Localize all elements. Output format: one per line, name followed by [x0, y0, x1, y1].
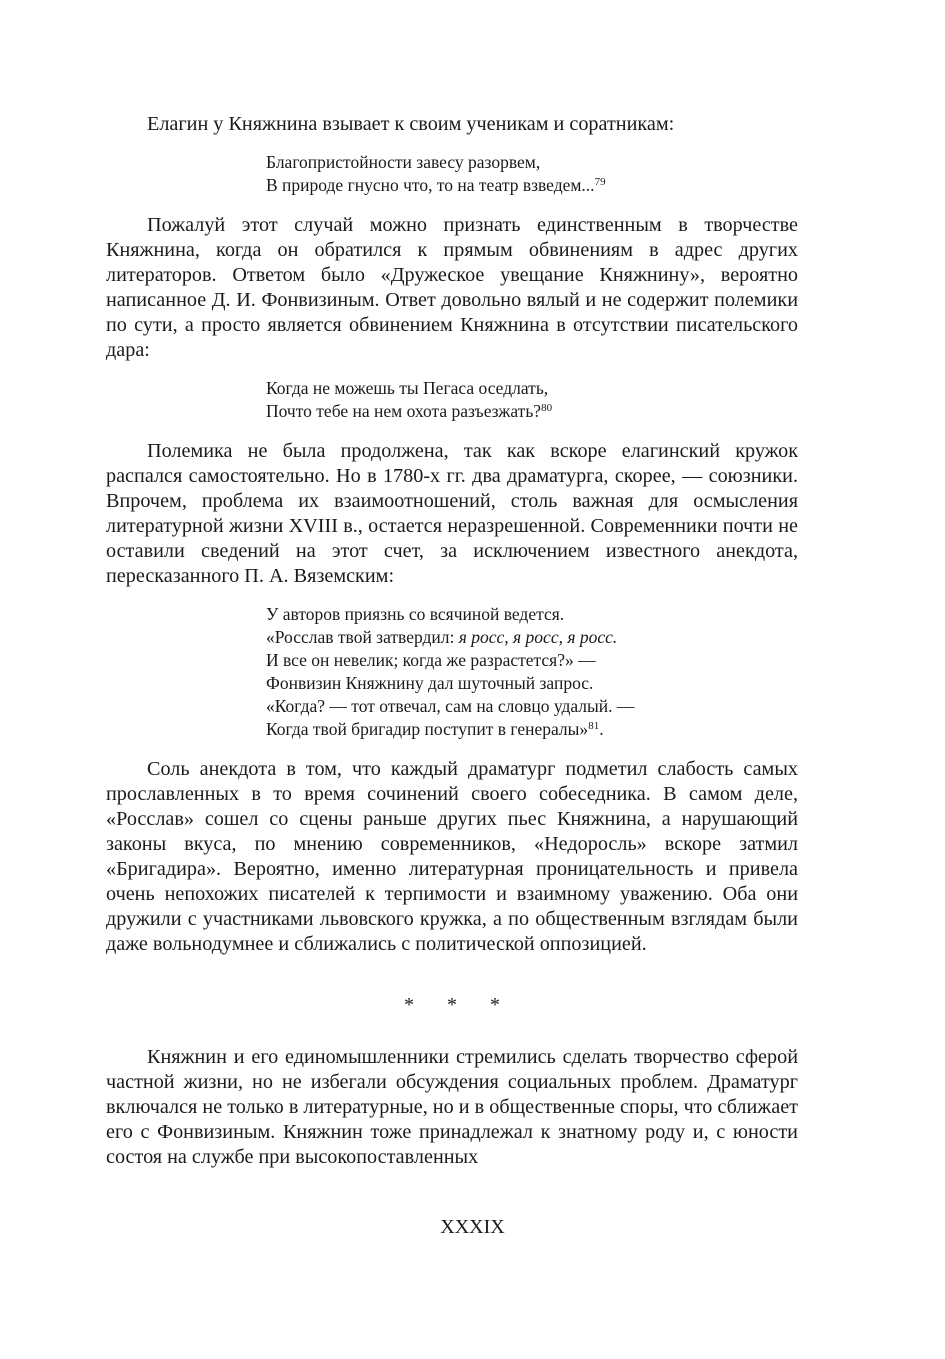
paragraph-3: Полемика не была продолжена, так как вскоре елагинский кружок распался самостоятельно. Но в 1780-х гг. два драматурга, скорее, — союзники. Впрочем, проблема их взаимоотношений, столь важная для осмысления литературной жизни XVIII в., остается неразрешенной. Современники почти не оставили сведений на этот счет, за исключением известного анекдота, пересказанного П. А. Вяземским:	[106, 440, 798, 587]
paragraph-1: Елагин у Княжнина взывает к своим ученикам и соратникам:	[147, 113, 675, 135]
verse-line-text: Когда твой бригадир поступит в генералы»	[266, 719, 589, 739]
verse-line	[266, 400, 798, 423]
verse-quote-1	[266, 151, 798, 197]
verse-line-end: .	[599, 719, 604, 739]
paragraph-5: Княжнин и его единомышленники стремились сделать творчество сферой частной жизни, но не избегали обсуждения социальных проблем. Драматург включался не только в литературные, но и в общественные споры, что сближает его с Фонвизиным. Княжнин тоже принадлежал к знатному роду и, с юности состоя на службе при высокопоставленных	[106, 1046, 798, 1168]
verse-line-text: В природе гнусно что, то на театр взведем...	[266, 175, 595, 195]
verse-line: Когда не можешь ты Пегаса оседлать,	[266, 378, 549, 398]
verse-line: Фонвизин Княжнину дал шуточный запрос.	[266, 673, 594, 693]
verse-line	[266, 626, 798, 649]
verse-line-text: Почто тебе на нем охота разъезжать?	[266, 401, 542, 421]
verse-quote-3	[266, 603, 798, 741]
verse-line: И все он невелик; когда же разрастется?» —	[266, 650, 596, 670]
footnote-ref-80: 80	[541, 402, 553, 414]
paragraph-4: Соль анекдота в том, что каждый драматург подметил слабость самых прославленных в то время сочинений своего собеседника. В самом деле, «Росслав» сошел со сцены раньше других пьес Княжнина, а нарушающий законы вкуса, по мнению современников, «Недоросль» вскоре затмил «Бригадира». Вероятно, именно литературная проницательность и привела очень непохожих писателей к терпимости и взаимному уважению. Оба они дружили с участниками львовского кружка, а по общественным взглядам были даже вольнодумнее и сближались с политической оппозицией.	[106, 758, 798, 955]
paragraph-2: Пожалуй этот случай можно признать единственным в творчестве Княжнина, когда он обратился к прямым обвинениям в адрес других литераторов. Ответом было «Дружеское увещание Княжнину», вероятно написанное Д. И. Фонвизиным. Ответ довольно вялый и не содержит полемики по сути, а просто является обвинением Княжнина в отсутствии писательского дара:	[106, 214, 798, 361]
page-number: XXXIX	[440, 1216, 505, 1238]
verse-italic-text: я росс, я росс, я росс.	[458, 627, 618, 647]
section-separator: * * *	[404, 994, 514, 1016]
verse-line: «Когда? — тот отвечал, сам на словцо удалый. —	[266, 696, 635, 716]
verse-line	[266, 174, 798, 197]
verse-line: У авторов приязнь со всячиной ведется.	[266, 604, 565, 624]
verse-line-text: «Росслав твой затвердил:	[266, 627, 459, 647]
footnote-ref-79: 79	[594, 176, 606, 188]
verse-line: Благопристойности завесу разорвем,	[266, 152, 541, 172]
verse-line	[266, 718, 798, 741]
verse-quote-2	[266, 377, 798, 423]
footnote-ref-81: 81	[588, 720, 600, 732]
page-body	[106, 112, 798, 1170]
